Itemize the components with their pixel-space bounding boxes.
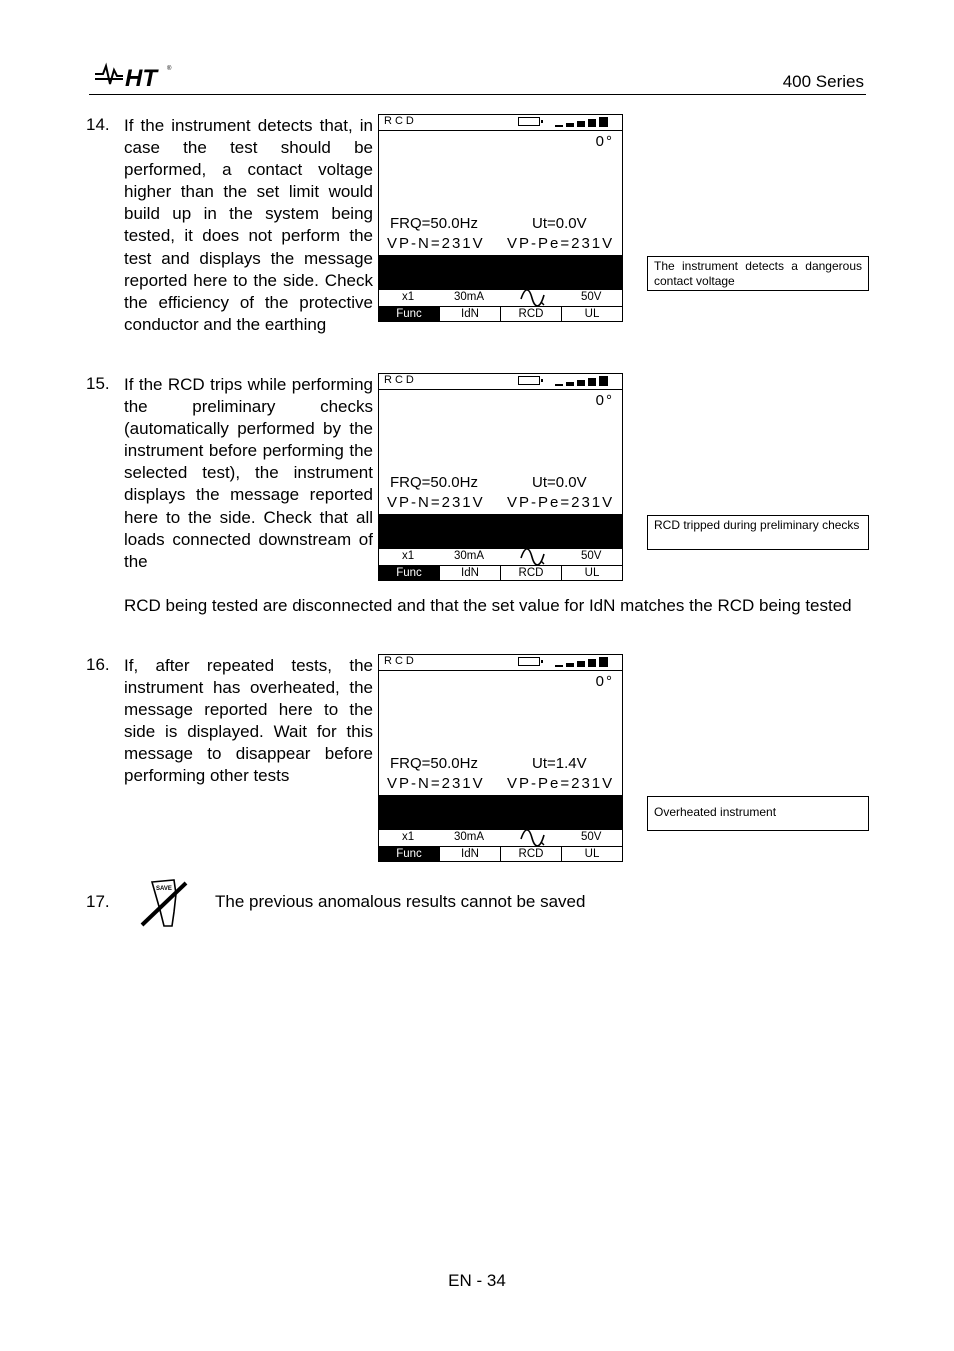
softkey-ul[interactable]: UL [561,847,622,861]
item-text-continued: RCD being tested are disconnected and that the set value for IdN matches the RCD being tested [124,596,852,615]
svg-text:®: ® [167,66,172,72]
softkey-rcd[interactable]: RCD [500,307,561,321]
phase-neutral-voltage: VP-N=231V [387,494,485,511]
save-disabled-icon [138,876,190,930]
ht-logo [93,62,173,90]
item-number: 17. [86,892,110,911]
item-text: If the instrument detects that, in case the test should be performed, a contact voltage higher than the set limit would build up in the system being tested, it does not perform the test and displays the message reported here to the side. Check the efficiency of the protective conductor and the earthing [124,116,373,334]
multiplier-value: x1 [402,831,415,843]
screen-function: RCD [384,115,417,127]
softkey-idn[interactable]: IdN [439,847,500,861]
header-divider [89,94,866,95]
softkey-rcd[interactable]: RCD [500,847,561,861]
item-text: If, after repeated tests, the instrument has overheated, the message reported here to the side is displayed. Wait for this message to disappear before performing other tests [124,656,373,786]
contact-voltage-value: Ut=1.4V [532,755,587,772]
phase-earth-voltage: VP-Pe=231V [507,775,615,792]
angle-value: 0° [595,673,614,690]
softkey-idn[interactable]: IdN [439,566,500,580]
softkey-bar [379,565,622,580]
contact-voltage-value: Ut=0.0V [532,215,587,232]
ul-value: 50V [581,291,602,303]
item-number: 16. [86,655,110,674]
phase-neutral-voltage: VP-N=231V [387,775,485,792]
signal-icon [555,117,611,127]
ac-wave-icon [519,548,547,566]
screen-function: RCD [384,655,417,667]
message-callout: Overheated instrument [647,796,869,831]
message-bar [379,514,622,549]
page-number: EN - 34 [448,1271,506,1290]
message-bar [379,255,622,290]
message-bar [379,795,622,830]
item-number: 15. [86,374,110,393]
ul-value: 50V [581,550,602,562]
signal-icon [555,376,611,386]
softkey-bar [379,846,622,861]
item-text: The previous anomalous results cannot be saved [215,892,586,911]
contact-voltage-value: Ut=0.0V [532,474,587,491]
idn-value: 30mA [454,291,485,303]
softkey-idn[interactable]: IdN [439,307,500,321]
parameter-row [379,831,622,847]
softkey-func[interactable]: Func [379,847,439,861]
screen-function: RCD [384,374,417,386]
softkey-ul[interactable]: UL [561,307,622,321]
idn-value: 30mA [454,831,485,843]
signal-icon [555,657,611,667]
item-text: If the RCD trips while performing the preliminary checks (automatically performed by the instrument before performing the selected test), the instrument displays the message reported here to the side. Check that all loads connected downstream of the [124,375,373,571]
multiplier-value: x1 [402,550,415,562]
screen-status-bar [379,655,622,671]
phase-earth-voltage: VP-Pe=231V [507,494,615,511]
ul-value: 50V [581,831,602,843]
logo-text: HT [125,65,157,90]
ac-wave-icon [519,289,547,307]
frequency-value: FRQ=50.0Hz [390,474,478,491]
ac-wave-icon [519,829,547,847]
message-callout: The instrument detects a dangerous contact voltage [647,256,869,291]
battery-icon [518,117,540,126]
softkey-func[interactable]: Func [379,307,439,321]
phase-neutral-voltage: VP-N=231V [387,235,485,252]
instrument-screen [378,373,623,581]
screen-status-bar [379,374,622,390]
softkey-ul[interactable]: UL [561,566,622,580]
parameter-row [379,291,622,307]
screen-status-bar [379,115,622,131]
instrument-screen [378,654,623,862]
message-callout: RCD tripped during preliminary checks [647,515,869,550]
softkey-func[interactable]: Func [379,566,439,580]
frequency-value: FRQ=50.0Hz [390,755,478,772]
frequency-value: FRQ=50.0Hz [390,215,478,232]
angle-value: 0° [595,392,614,409]
parameter-row [379,550,622,566]
save-icon-label: SAVE [156,886,172,892]
instrument-screen [378,114,623,322]
item-number: 14. [86,115,110,134]
battery-icon [518,376,540,385]
softkey-rcd[interactable]: RCD [500,566,561,580]
series-title: 400 Series [782,72,864,91]
angle-value: 0° [595,133,614,150]
phase-earth-voltage: VP-Pe=231V [507,235,615,252]
idn-value: 30mA [454,550,485,562]
battery-icon [518,657,540,666]
softkey-bar [379,306,622,321]
multiplier-value: x1 [402,291,415,303]
